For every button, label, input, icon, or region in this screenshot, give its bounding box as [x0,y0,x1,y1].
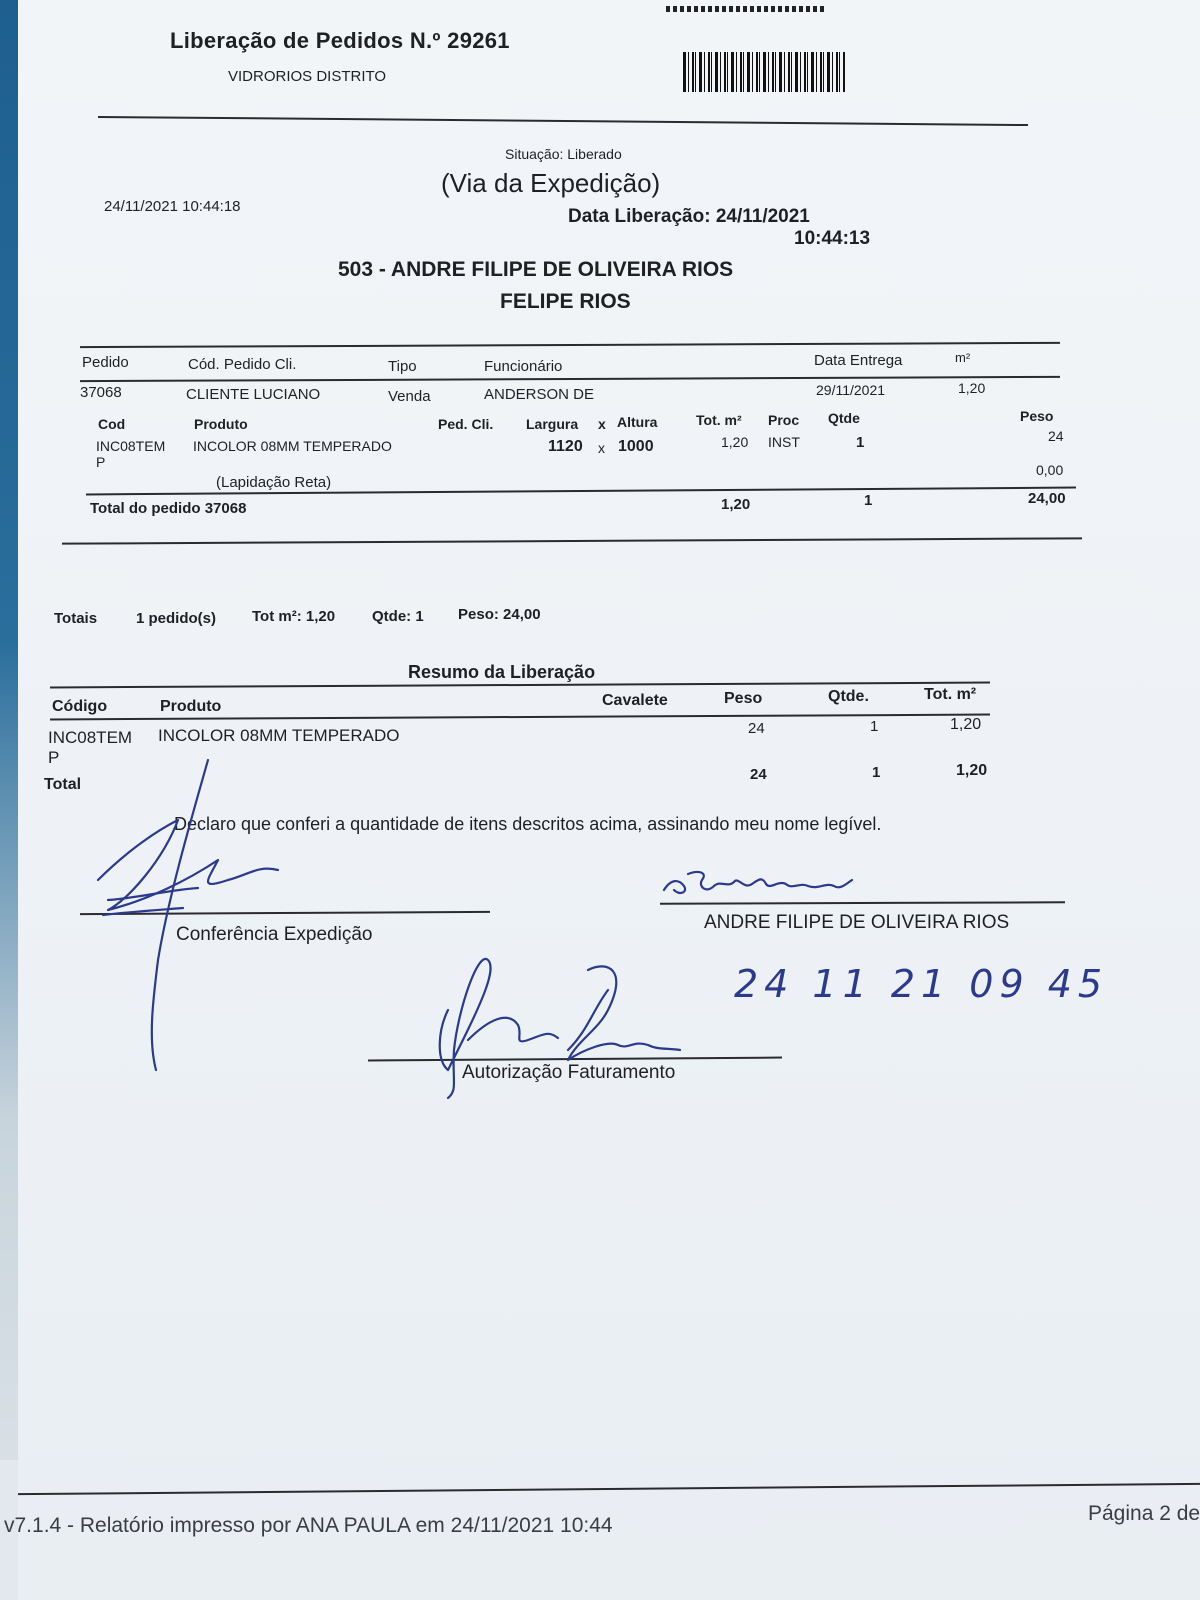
col-tipo: Tipo [388,358,417,375]
header-underline [80,376,1060,382]
print-datetime: 24/11/2021 10:44:18 [104,198,241,215]
footer-rule [18,1483,1200,1495]
status-situacao: Situação: Liberado [505,146,622,162]
partial-barcode [666,6,826,12]
item-x: x [598,440,605,456]
resumo-total-qtde: 1 [872,764,881,781]
conferencia-label: Conferência Expedição [176,924,373,945]
item-col-qtde: Qtde [828,410,860,426]
client-name: 503 - ANDRE FILIPE DE OLIVEIRA RIOS [338,258,734,281]
row-cod-pedido-cli: CLIENTE LUCIANO [186,386,321,403]
table-top-rule [80,342,1060,348]
resumo-produto: INCOLOR 08MM TEMPERADO [158,726,400,745]
declaration-text: Declaro que conferi a quantidade de itens descritos acima, assinando meu nome legível. [174,814,882,834]
item-col-peso: Peso [1020,408,1054,424]
total-pedido-peso: 24,00 [1028,490,1066,507]
client-nickname: FELIPE RIOS [500,290,631,313]
item-col-tot-m2: Tot. m² [696,412,742,428]
item-cod-line2: P [96,454,106,470]
company-name: VIDRORIOS DISTRITO [228,68,387,85]
item-col-cod: Cod [98,416,126,432]
totais-pedidos: 1 pedido(s) [136,610,217,627]
resumo-col-codigo: Código [52,698,108,715]
cliente-name-label: ANDRE FILIPE DE OLIVEIRA RIOS [704,912,1010,933]
resumo-qtde: 1 [870,718,879,735]
handwritten-date: 24 11 21 09 45 [734,962,1109,1006]
document-page [4,0,1200,1600]
total-pedido-label: Total do pedido 37068 [90,500,247,517]
data-liberacao: Data Liberação: 24/11/2021 [568,206,810,227]
row-funcionario: ANDERSON DE [484,386,595,403]
item-col-ped-cli: Ped. Cli. [438,416,494,432]
item-lapidacao-valor: 0,00 [1036,462,1064,478]
item-proc: INST [768,434,800,450]
resumo-total-label: Total [44,776,82,793]
item-col-x: x [598,416,606,432]
totais-qtde: Qtde: 1 [372,608,424,625]
item-qtde: 1 [856,434,865,451]
item-peso: 24 [1048,428,1064,444]
item-col-altura: Altura [617,414,658,430]
resumo-tot-m2: 1,20 [950,716,982,733]
resumo-title: Resumo da Liberação [408,662,596,682]
row-tipo: Venda [388,388,431,405]
item-cod-line1: INC08TEM [96,438,166,454]
via-label: (Via da Expedição) [441,168,661,198]
total-pedido-qtde: 1 [864,492,873,509]
row-m2: 1,20 [958,380,986,396]
barcode [683,52,845,92]
total-pedido-m2: 1,20 [721,496,751,513]
col-pedido: Pedido [82,354,129,371]
item-produto: INCOLOR 08MM TEMPERADO [193,438,392,454]
totais-peso: Peso: 24,00 [458,606,541,623]
totais-label: Totais [54,610,98,627]
resumo-col-produto: Produto [160,698,222,715]
item-lapidacao: (Lapidação Reta) [216,474,332,491]
cliente-signature [658,860,878,910]
resumo-col-tot-m2: Tot. m² [924,686,977,703]
col-cod-pedido-cli: Cód. Pedido Cli. [188,356,297,373]
section-rule [62,537,1082,544]
footer-page-number: Página 2 de [1088,1502,1200,1525]
resumo-peso: 24 [748,720,765,737]
resumo-total-peso: 24 [750,766,767,783]
footer-printed-by: v7.1.4 - Relatório impresso por ANA PAULA em 24/11/2021 10:44 [4,1514,613,1537]
item-altura: 1000 [618,438,654,455]
document-title: Liberação de Pedidos N.º 29261 [170,28,510,53]
row-pedido: 37068 [80,384,122,401]
totais-m2: Tot m²: 1,20 [252,608,336,625]
hora-liberacao: 10:44:13 [794,228,871,249]
col-data-entrega: Data Entrega [814,352,903,369]
resumo-codigo-line2: P [48,748,60,767]
item-col-produto: Produto [194,416,248,432]
resumo-col-qtde: Qtde. [828,688,869,705]
item-tot-m2: 1,20 [721,434,749,450]
col-m2: m² [955,350,971,365]
item-col-proc: Proc [768,412,800,428]
autorizacao-label: Autorização Faturamento [462,1062,676,1083]
item-col-largura: Largura [526,416,579,432]
header-divider [98,116,1028,126]
conferencia-signature [68,740,328,1080]
autorizacao-signature [418,950,698,1100]
resumo-total-tot-m2: 1,20 [956,762,988,779]
row-data-entrega: 29/11/2021 [816,382,886,398]
resumo-codigo-line1: INC08TEM [48,728,133,747]
resumo-col-cavalete: Cavalete [602,692,668,709]
col-funcionario: Funcionário [484,358,563,375]
resumo-col-peso: Peso [724,690,763,707]
item-largura: 1120 [548,438,583,455]
